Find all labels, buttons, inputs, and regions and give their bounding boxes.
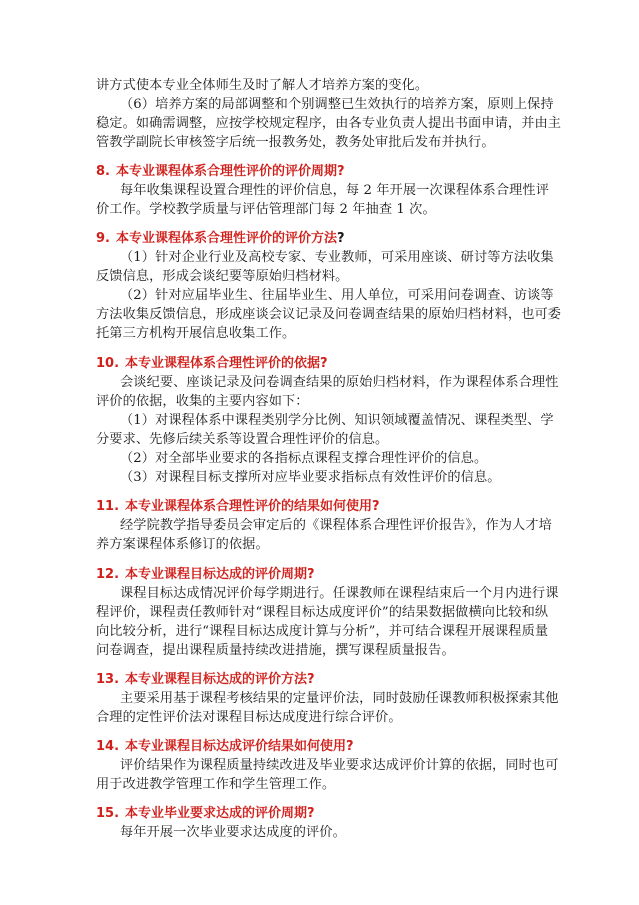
paragraph-line: 向比较分析，进行“课程目标达成度计算与分析”，并可结合课程开展课程质量 [96, 624, 549, 639]
paragraph-line: 托第三方机构开展信息收集工作。 [96, 326, 296, 341]
question-title: 本专业课程体系合理性评价的依据? [125, 356, 328, 371]
question-heading-14 [96, 738, 354, 756]
paragraph-line: 讲方式使本专业全体师生及时了解人才培养方案的变化。 [96, 78, 429, 93]
question-title: 本专业课程目标达成的评价周期? [125, 567, 315, 582]
question-heading-15 [96, 805, 315, 823]
paragraph-line: 反馈信息，形成会谈纪要等原始归档材料。 [96, 269, 349, 284]
question-heading-10 [96, 355, 328, 373]
paragraph-line: （2）针对应届毕业生、往届毕业生、用人单位，可采用问卷调查、访谈等 [120, 288, 554, 303]
paragraph-line: （3）对课程目标支撑所对应毕业要求指标点有效性评价的信息。 [120, 470, 501, 485]
paragraph-line: 每年收集课程设置合理性的评价信息，每 2 年开展一次课程体系合理性评 [120, 183, 549, 198]
paragraph-line: 分要求、先修后续关系等设置合理性评价的信息。 [96, 432, 389, 447]
paragraph-line: 主要采用基于课程考核结果的定量评价法，同时鼓励任课教师积极探索其他 [120, 691, 559, 706]
paragraph-line: （1）针对企业行业及高校专家、专业教师，可采用座谈、研讨等方法收集 [120, 250, 554, 265]
question-heading-9 [96, 230, 345, 248]
paragraph-line: （1）对课程体系中课程类别学分比例、知识领域覆盖情况、课程类型、学 [120, 413, 554, 428]
question-mark: ? [337, 231, 345, 246]
question-number: 9. [96, 231, 110, 246]
question-heading-13 [96, 671, 315, 689]
question-heading-12 [96, 566, 315, 584]
question-title: 本专业课程目标达成评价结果如何使用? [125, 739, 354, 754]
question-title: 本专业课程体系合理性评价的评价方法 [115, 231, 337, 246]
question-title: 本专业课程体系合理性评价的结果如何使用? [125, 499, 380, 514]
question-title: 本专业毕业要求达成的评价周期? [125, 806, 315, 821]
paragraph-line: 用于改进教学管理工作和学生管理工作。 [96, 777, 336, 792]
paragraph-line: （6）培养方案的局部调整和个别调整已生效执行的培养方案，原则上保持 [120, 97, 554, 112]
question-title: 本专业课程目标达成的评价方法? [125, 672, 315, 687]
paragraph-line: 稳定。如确需调整，应按学校规定程序，由各专业负责人提出书面申请，并由主 [96, 116, 562, 131]
paragraph-line: 经学院教学指导委员会审定后的《课程体系合理性评价报告》，作为人才培 [120, 518, 552, 533]
paragraph-line: 评价的依据，收集的主要内容如下： [96, 394, 309, 409]
question-heading-8 [96, 163, 345, 181]
paragraph-line: 价工作。学校教学质量与评估管理部门每 2 年抽查 1 次。 [96, 202, 436, 217]
paragraph-line: （2）对全部毕业要求的各指标点课程支撑合理性评价的信息。 [120, 451, 488, 466]
question-number: 8. [96, 164, 110, 179]
question-number: 14. [96, 739, 120, 754]
paragraph-line: 方法收集反馈信息，形成座谈会议记录及问卷调查结果的原始归档材料，也可委 [96, 307, 562, 322]
question-number: 12. [96, 567, 120, 582]
paragraph-line: 合理的定性评价法对课程目标达成度进行综合评价。 [96, 710, 402, 725]
question-number: 13. [96, 672, 120, 687]
paragraph-line: 课程目标达成情况评价每学期进行。任课教师在课程结束后一个月内进行课 [120, 586, 559, 601]
paragraph-line: 管教学副院长审核签字后统一报教务处，教务处审批后发布并执行。 [96, 135, 495, 150]
paragraph-line: 养方案课程体系修订的依据。 [96, 537, 269, 552]
paragraph-line: 程评价，课程责任教师针对“课程目标达成度评价”的结果数据做横向比较和纵 [96, 605, 549, 620]
paragraph-line: 问卷调查，提出课程质量持续改进措施，撰写课程质量报告。 [96, 643, 455, 658]
paragraph-line: 会谈纪要、座谈记录及问卷调查结果的原始归档材料，作为课程体系合理性 [120, 375, 559, 390]
question-number: 11. [96, 499, 120, 514]
question-heading-11 [96, 498, 380, 516]
question-title: 本专业课程体系合理性评价的评价周期? [115, 164, 345, 179]
question-number: 10. [96, 356, 120, 371]
question-number: 15. [96, 806, 120, 821]
paragraph-line: 评价结果作为课程质量持续改进及毕业要求达成评价计算的依据，同时也可 [120, 758, 559, 773]
paragraph-line: 每年开展一次毕业要求达成度的评价。 [120, 825, 346, 840]
